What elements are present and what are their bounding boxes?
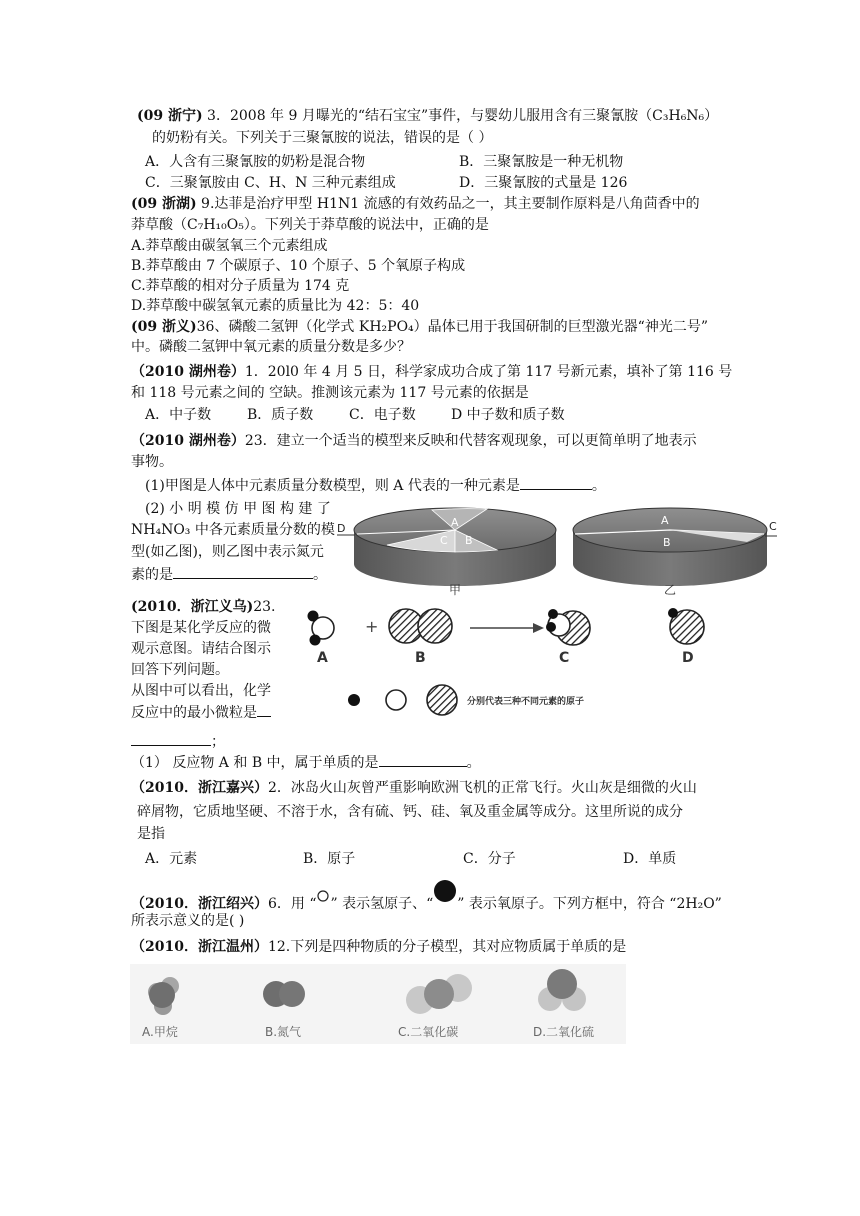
molecule-b bbox=[389, 609, 452, 643]
q6-stem-6-text: 反应中的最小微粒是 bbox=[131, 705, 257, 721]
q2-option-a: A.莽草酸由碳氢氧三个元素组成 bbox=[131, 238, 328, 254]
q5-answer-blank-2[interactable] bbox=[173, 564, 313, 579]
q4-option-a: A．中子数 bbox=[145, 407, 212, 423]
label-d: D bbox=[682, 650, 694, 666]
q8-source: （2010．浙江绍兴） bbox=[131, 896, 268, 912]
q8-stem-1c: ” 表示氧原子。下列方框中，符合 “2H₂O” bbox=[457, 896, 722, 912]
yi-label-b: B bbox=[663, 536, 671, 549]
q5-stem-1: 23．建立一个适当的模型来反映和代替客观现象，可以更简单明了地表示 bbox=[244, 433, 697, 449]
q5-part2-a: (2) 小 明 模 仿 甲 图 构 建 了 bbox=[145, 501, 331, 517]
q3-stem-2: 中。磷酸二氢钾中氧元素的质量分数是多少？ bbox=[131, 339, 411, 355]
q2-option-d: D.莽草酸中碳氢氧元素的质量比为 42：5：40 bbox=[131, 298, 420, 314]
legend bbox=[348, 685, 584, 715]
q6-stem-3: 观示意图。请结合图示 bbox=[131, 641, 271, 657]
legend-text: 分别代表三种不同元素的原子 bbox=[467, 697, 585, 707]
q7-stem-3: 是指 bbox=[137, 826, 165, 842]
q1-source: (09 浙宁) bbox=[137, 108, 203, 124]
q6-part1 bbox=[131, 752, 481, 773]
q3-source: (09 浙义) bbox=[131, 319, 197, 335]
q6-stem-6 bbox=[131, 702, 271, 723]
q1-option-d: D．三聚氰胺的式量是 126 bbox=[459, 175, 628, 191]
q1-option-a: A．人含有三聚氰胺的奶粉是混合物 bbox=[145, 154, 366, 170]
q4-stem-2: 和 118 号元素之间的 空缺。推测该元素为 117 号元素的依据是 bbox=[131, 385, 529, 401]
q5-part1-end: 。 bbox=[591, 478, 606, 494]
q7-option-d: D．单质 bbox=[623, 851, 677, 867]
q2-stem-1: 9.达菲是治疗甲型 H1N1 流感的有效药品之一，其主要制作原料是八角茴香中的 bbox=[196, 196, 700, 212]
molecule-a bbox=[308, 611, 335, 646]
label-b: B bbox=[415, 650, 426, 666]
q9-source: （2010．浙江温州） bbox=[131, 939, 268, 955]
element-mass-fraction-figure bbox=[337, 498, 782, 600]
yi-label-a: A bbox=[661, 514, 669, 527]
q5-stem-2: 事物。 bbox=[131, 454, 173, 470]
q7-option-c: C．分子 bbox=[463, 851, 516, 867]
q1-option-c: C．三聚氰胺由 C、H、N 三种元素组成 bbox=[145, 175, 396, 191]
q6-answer-blank-2[interactable] bbox=[379, 752, 467, 767]
q6-answer-blank-1b[interactable] bbox=[131, 731, 211, 746]
molecule-d bbox=[668, 608, 704, 644]
plus-sign: + bbox=[365, 617, 379, 636]
pie-cylinder-jia bbox=[337, 508, 556, 597]
jia-label-d: D bbox=[337, 522, 346, 535]
oxygen-atom-icon bbox=[433, 879, 457, 903]
yi-label-c: C bbox=[769, 520, 777, 533]
q7-source: （2010．浙江嘉兴） bbox=[131, 780, 268, 796]
q5-part1-text: (1)甲图是人体中元素质量分数模型，则 A 代表的一种元素是 bbox=[145, 478, 520, 494]
jia-caption: 甲 bbox=[449, 583, 462, 597]
q4-stem-1: 1．20l0 年 4 月 5 日，科学家成功合成了第 117 号新元素，填补了第 116 号 bbox=[244, 364, 733, 380]
q6-stem-7-end: ； bbox=[211, 734, 225, 750]
molecule-models-figure bbox=[130, 964, 626, 1044]
q2-stem-2: 莽草酸（C₇H₁₀O₅）。下列关于莽草酸的说法中，正确的是 bbox=[131, 217, 489, 233]
q6-part1-text: （1） 反应物 A 和 B 中，属于单质的是 bbox=[131, 755, 379, 771]
q6-source: (2010．浙江义乌) bbox=[131, 599, 254, 615]
q4-option-b: B．质子数 bbox=[247, 407, 314, 423]
yi-caption: 乙 bbox=[664, 583, 677, 597]
q4-option-c: C．电子数 bbox=[349, 407, 416, 423]
q7-stem-2: 碎屑物，它质地坚硬、不溶于水，含有硫、钙、硅、氧及重金属等成分。这里所说的成分 bbox=[137, 804, 683, 820]
q3-line1 bbox=[131, 317, 708, 337]
model-label-a: A.甲烷 bbox=[142, 1025, 178, 1039]
q2-option-c: C.莽草酸的相对分子质量为 174 克 bbox=[131, 278, 350, 294]
model-label-b: B.氮气 bbox=[265, 1025, 302, 1039]
pie-cylinder-yi bbox=[573, 508, 777, 597]
q2-line1 bbox=[131, 194, 700, 214]
q6-stem-1: 23. bbox=[253, 599, 276, 615]
q4-source: （2010 湖州卷） bbox=[131, 364, 245, 380]
arrow-icon bbox=[470, 623, 544, 633]
legend-hatched-atom-icon bbox=[427, 685, 457, 715]
nitrogen-model bbox=[263, 981, 305, 1007]
q6-stem-7 bbox=[131, 731, 225, 752]
label-a: A bbox=[317, 650, 328, 666]
q5-part2-d bbox=[131, 564, 327, 585]
q1-stem-1: 3．2008 年 9 月曝光的“结石宝宝”事件，与婴幼儿服用含有三聚氰胺（C₃H₆N₆） bbox=[202, 108, 719, 124]
q1-stem-2: 的奶粉有关。下列关于三聚氰胺的说法，错误的是（ ） bbox=[152, 130, 493, 146]
q8-stem-2: 所表示意义的是( ) bbox=[131, 913, 245, 929]
label-c: C bbox=[559, 650, 570, 666]
legend-white-atom-icon bbox=[386, 690, 406, 710]
q5-part2-b: NH₄NO₃ 中各元素质量分数的模 bbox=[131, 522, 335, 538]
q5-answer-blank-1[interactable] bbox=[520, 475, 592, 490]
q9-stem-1: 12.下列是四种物质的分子模型，其对应物质属于单质的是 bbox=[267, 939, 627, 955]
q5-part2-d-text: 素的是 bbox=[131, 567, 173, 583]
q6-answer-blank-1a[interactable] bbox=[257, 702, 271, 717]
q8-line1 bbox=[131, 885, 722, 914]
jia-label-c: C bbox=[440, 534, 448, 547]
q9-line1 bbox=[131, 937, 626, 957]
model-label-d: D.二氧化硫 bbox=[533, 1025, 595, 1039]
q7-stem-1: 2．冰岛火山灰曾严重影响欧洲飞机的正常飞行。火山灰是细微的火山 bbox=[267, 780, 697, 796]
q2-option-b: B.莽草酸由 7 个碳原子、10 个原子、5 个氧原子构成 bbox=[131, 258, 466, 274]
q5-source: （2010 湖州卷） bbox=[131, 433, 245, 449]
q6-part1-end: 。 bbox=[466, 755, 481, 771]
q4-line1 bbox=[131, 362, 732, 382]
q8-stem-1b: ” 表示氢原子、“ bbox=[330, 896, 434, 912]
q5-part2-c: 型(如乙图)，则乙图中表示氮元 bbox=[131, 544, 324, 560]
q5-part2-end: 。 bbox=[313, 567, 327, 583]
jia-label-a: A bbox=[451, 516, 459, 529]
q6-stem-4: 回答下列问题。 bbox=[131, 662, 229, 678]
q1-option-b: B．三聚氰胺是一种无机物 bbox=[459, 154, 624, 170]
reaction-diagram bbox=[301, 596, 724, 730]
hydrogen-atom-icon bbox=[316, 889, 330, 903]
q6-line1 bbox=[131, 597, 275, 617]
q1-line1 bbox=[137, 106, 718, 126]
q4-option-d: D 中子数和质子数 bbox=[451, 407, 565, 423]
q3-stem-1: 36、磷酸二氢钾（化学式 KH₂PO₄）晶体已用于我国研制的巨型激光器“神光二号” bbox=[196, 319, 708, 335]
molecule-c bbox=[546, 609, 590, 645]
q6-stem-2: 下图是某化学反应的微 bbox=[131, 620, 271, 636]
legend-black-atom-icon bbox=[348, 694, 360, 706]
q5-part1 bbox=[145, 475, 606, 496]
jia-label-b: B bbox=[465, 534, 473, 547]
q7-option-b: B．原子 bbox=[303, 851, 356, 867]
q7-line1 bbox=[131, 778, 697, 798]
q7-option-a: A．元素 bbox=[145, 851, 198, 867]
model-label-c: C.二氧化碳 bbox=[398, 1025, 459, 1039]
q8-stem-1a: 6．用 “ bbox=[267, 896, 317, 912]
q6-stem-5: 从图中可以看出，化学 bbox=[131, 683, 271, 699]
q2-source: (09 浙湖) bbox=[131, 196, 197, 212]
q5-line1 bbox=[131, 431, 697, 451]
